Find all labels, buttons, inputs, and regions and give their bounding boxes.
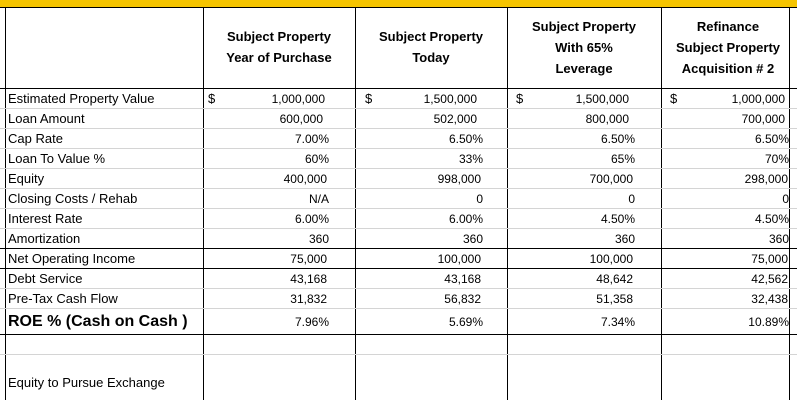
- cell: 998,000: [437, 172, 481, 186]
- cell: 0: [476, 192, 483, 206]
- cell: 360: [768, 232, 789, 246]
- row-label-equity: Equity: [8, 171, 45, 186]
- row-label-net-operating-income: Net Operating Income: [8, 251, 136, 266]
- row-label-interest-rate: Interest Rate: [8, 211, 83, 226]
- row-label-loan-amount: Loan Amount: [8, 111, 85, 126]
- cell: 4.50%: [600, 212, 635, 226]
- cell: 70%: [764, 152, 789, 166]
- cell: 42,562: [751, 272, 788, 286]
- cell: 75,000: [751, 252, 788, 266]
- cell: 6.50%: [754, 132, 789, 146]
- cell: 33%: [458, 152, 483, 166]
- column-header-refinance: Refinance Subject Property Acquisition # 2: [675, 18, 781, 76]
- cell: 43,168: [444, 272, 481, 286]
- row-label-property-value: Estimated Property Value: [8, 91, 155, 106]
- column-header-today: Subject Property Today: [378, 29, 484, 65]
- cell: 1,500,000: [423, 92, 477, 106]
- cell: 360: [614, 232, 635, 246]
- cell: 1,000,000: [271, 92, 325, 106]
- cell: 7.96%: [294, 315, 329, 329]
- cell: 43,168: [290, 272, 327, 286]
- cell: 700,000: [741, 112, 785, 126]
- grid-line: [0, 354, 797, 355]
- cell: 298,000: [744, 172, 788, 186]
- cell: 6.00%: [448, 212, 483, 226]
- cell: 800,000: [585, 112, 629, 126]
- currency-symbol: $: [208, 91, 216, 106]
- cell: 60%: [304, 152, 329, 166]
- row-label-pre-tax-cash-flow: Pre-Tax Cash Flow: [8, 291, 118, 306]
- column-header-65-leverage: Subject Property With 65% Leverage: [531, 18, 637, 76]
- cell: 400,000: [283, 172, 327, 186]
- cell: 6.00%: [294, 212, 329, 226]
- cell: 7.00%: [294, 132, 329, 146]
- grid-line: [5, 7, 6, 400]
- cell: 75,000: [290, 252, 327, 266]
- column-header-year-of-purchase: Subject Property Year of Purchase: [226, 29, 332, 65]
- cell: N/A: [308, 192, 329, 206]
- cell: 6.50%: [600, 132, 635, 146]
- cell: 1,500,000: [575, 92, 629, 106]
- currency-symbol: $: [516, 91, 524, 106]
- row-label-equity-exchange: Equity to Pursue Exchange: [8, 375, 165, 390]
- cell: 502,000: [433, 112, 477, 126]
- row-label-debt-service: Debt Service: [8, 271, 83, 286]
- row-label-loan-to-value: Loan To Value %: [8, 151, 106, 166]
- title-banner: [0, 0, 797, 8]
- row-label-cap-rate: Cap Rate: [8, 131, 63, 146]
- cell: 32,438: [751, 292, 788, 306]
- currency-symbol: $: [670, 91, 678, 106]
- cell: 51,358: [596, 292, 633, 306]
- row-label-amortization: Amortization: [8, 231, 81, 246]
- cell: 10.89%: [748, 315, 789, 329]
- cell: 31,832: [290, 292, 327, 306]
- cell: 7.34%: [600, 315, 635, 329]
- row-label-roe: ROE % (Cash on Cash ): [8, 313, 188, 330]
- row-label-closing-costs: Closing Costs / Rehab: [8, 191, 138, 206]
- cell: 1,000,000: [731, 92, 785, 106]
- cell: 65%: [610, 152, 635, 166]
- cell: 700,000: [589, 172, 633, 186]
- cell: 600,000: [279, 112, 323, 126]
- currency-symbol: $: [365, 91, 373, 106]
- cell: 6.50%: [448, 132, 483, 146]
- cell: 56,832: [444, 292, 481, 306]
- cell: 100,000: [589, 252, 633, 266]
- cell: 0: [782, 192, 789, 206]
- cell: 5.69%: [448, 315, 483, 329]
- cell: 100,000: [437, 252, 481, 266]
- cell: 48,642: [596, 272, 633, 286]
- cell: 4.50%: [754, 212, 789, 226]
- cell: 360: [462, 232, 483, 246]
- cell: 360: [308, 232, 329, 246]
- cell: 0: [628, 192, 635, 206]
